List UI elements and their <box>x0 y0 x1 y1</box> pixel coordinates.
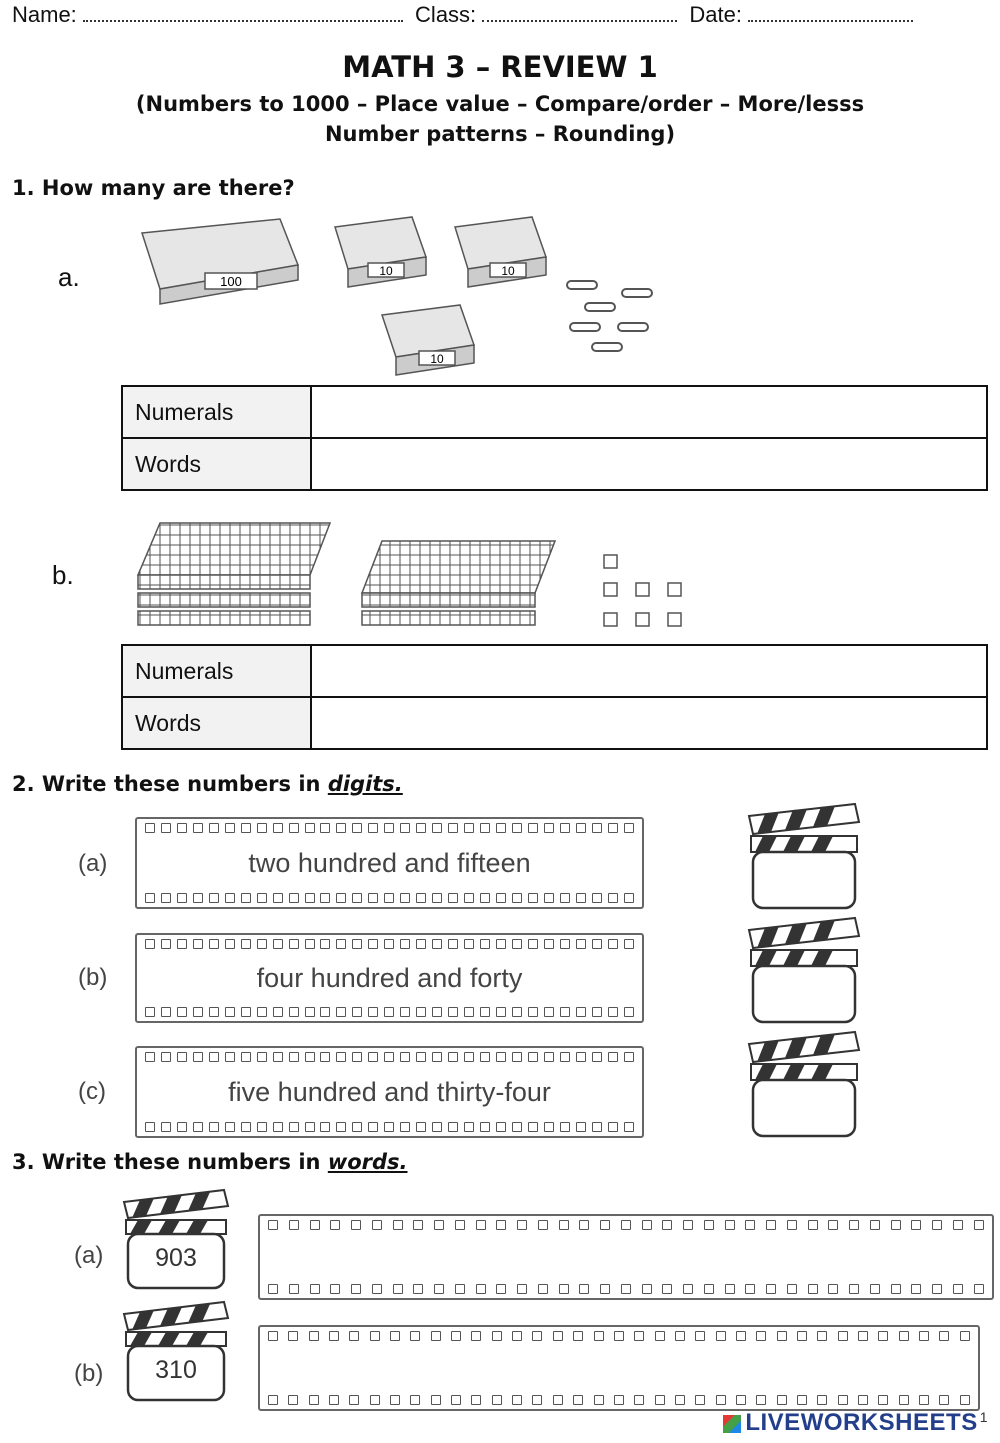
q1a-numerals-input[interactable] <box>311 386 987 438</box>
q3b-number: 310 <box>155 1356 197 1384</box>
q3a-answer-film-strip[interactable] <box>258 1214 994 1300</box>
box-label-10-1: 10 <box>379 264 393 278</box>
q2a-text: two hundred and fifteen <box>248 848 531 878</box>
q2c-film-strip <box>135 1046 644 1138</box>
q2-heading <box>12 772 403 796</box>
class-field[interactable] <box>482 2 677 22</box>
date-label: Date: <box>689 2 743 27</box>
q3-heading-prefix: 3. Write these numbers in <box>12 1150 328 1174</box>
numerals-header: Numerals <box>122 386 311 438</box>
film-perforations-top <box>268 1220 984 1230</box>
box-of-10-3 <box>382 305 474 375</box>
film-perforations-top <box>145 1052 634 1062</box>
q3a-number: 903 <box>155 1244 197 1272</box>
liveworksheets-logo <box>723 1409 988 1437</box>
box-label-100: 100 <box>220 274 242 289</box>
paperclip-boxes-image <box>130 205 670 385</box>
q2b-film-strip <box>135 933 644 1023</box>
table-row <box>122 697 987 749</box>
q1a-answer-table <box>121 385 988 491</box>
box-label-10-3: 10 <box>430 352 444 366</box>
q2-heading-emphasis: digits. <box>327 772 403 796</box>
words-header: Words <box>122 438 311 490</box>
q3b-answer-film-strip[interactable] <box>258 1325 980 1411</box>
q3a-clapperboard-icon <box>120 1188 232 1292</box>
q1b-label: b. <box>52 560 74 590</box>
q3a-label: (a) <box>74 1242 104 1269</box>
table-row <box>122 645 987 697</box>
q3-heading <box>12 1150 408 1174</box>
film-perforations-bottom <box>268 1284 984 1294</box>
film-perforations-bottom <box>145 893 634 903</box>
q2b-text: four hundred and forty <box>256 963 523 993</box>
brand-text: LIVEWORKSHEETS <box>745 1409 978 1436</box>
box-of-100 <box>142 219 298 304</box>
film-perforations-top <box>268 1331 970 1341</box>
table-row <box>122 386 987 438</box>
numerals-header: Numerals <box>122 645 311 697</box>
q1b-answer-table <box>121 644 988 750</box>
q2a-clapperboard-answer-icon[interactable] <box>745 802 863 912</box>
film-perforations-bottom <box>145 1007 634 1017</box>
q2c-text: five hundred and thirty-four <box>228 1077 551 1107</box>
unit-cubes <box>604 555 681 626</box>
q2c-clapperboard-answer-icon[interactable] <box>745 1030 863 1140</box>
q3-heading-emphasis: words. <box>327 1150 408 1174</box>
name-field[interactable] <box>83 2 403 22</box>
q2a-label: (a) <box>78 850 108 877</box>
box-label-10-2: 10 <box>501 264 515 278</box>
q3b-clapperboard-icon <box>120 1300 232 1404</box>
hundreds-flat-stack-1 <box>138 523 330 625</box>
q2c-label: (c) <box>78 1078 106 1105</box>
q1a-words-input[interactable] <box>311 438 987 490</box>
page-number: 1 <box>979 1409 988 1425</box>
page-title: MATH 3 – REVIEW 1 <box>342 50 658 84</box>
q2a-film-strip <box>135 817 644 909</box>
film-perforations-bottom <box>268 1395 970 1405</box>
subtitle-line-2: Number patterns – Rounding) <box>324 122 676 146</box>
film-perforations-bottom <box>145 1122 634 1132</box>
name-label: Name: <box>12 2 77 27</box>
film-perforations-top <box>145 939 634 949</box>
loose-paperclips <box>567 281 652 351</box>
q1b-words-input[interactable] <box>311 697 987 749</box>
header-line <box>12 2 919 28</box>
q1b-numerals-input[interactable] <box>311 645 987 697</box>
q2b-label: (b) <box>78 964 108 991</box>
brand-icon <box>723 1415 741 1433</box>
date-field[interactable] <box>748 2 913 22</box>
words-header: Words <box>122 697 311 749</box>
film-perforations-top <box>145 823 634 833</box>
q1a-label: a. <box>58 262 80 292</box>
subtitle-line-1: (Numbers to 1000 – Place value – Compare/order – More/lesss <box>135 92 865 116</box>
hundreds-flat-stack-2 <box>362 541 555 625</box>
class-label: Class: <box>415 2 477 27</box>
q2-heading-prefix: 2. Write these numbers in <box>12 772 328 796</box>
q1-heading: 1. How many are there? <box>12 176 295 200</box>
base-ten-blocks-image <box>130 515 700 635</box>
q3b-label: (b) <box>74 1360 104 1387</box>
table-row <box>122 438 987 490</box>
q2b-clapperboard-answer-icon[interactable] <box>745 916 863 1026</box>
